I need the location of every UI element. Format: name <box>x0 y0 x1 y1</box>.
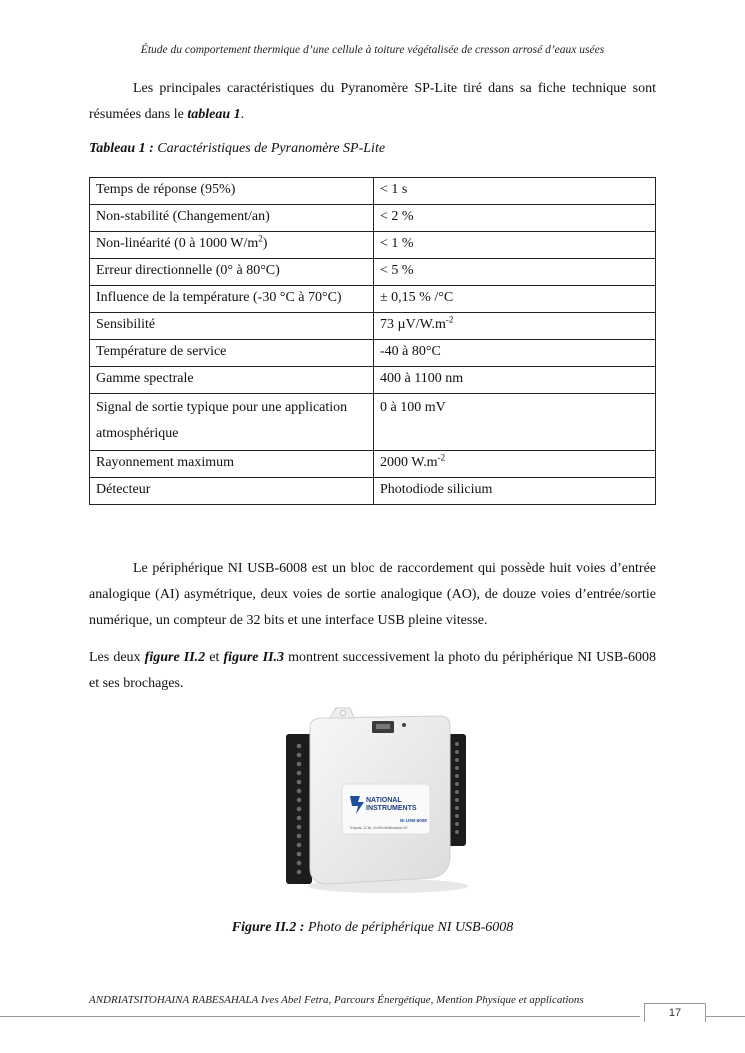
intro-end: . <box>240 107 245 122</box>
table-cell-value: 0 à 100 mV <box>374 394 656 451</box>
table-cell-value: Photodiode silicium <box>374 478 656 505</box>
table-row <box>90 232 656 259</box>
table-cell-key: Rayonnement maximum <box>90 451 374 478</box>
table-row <box>90 313 656 340</box>
cell-text-end: ) <box>262 236 268 251</box>
table-cell-value: -40 à 80°C <box>374 340 656 367</box>
table-cell-key: Non-stabilité (Changement/an) <box>90 205 374 232</box>
running-header: Étude du comportement thermique d’une cellule à toiture végétalisée de cresson arrosé d’eaux usées <box>140 44 605 56</box>
table-cell-value: ± 0,15 % /°C <box>374 286 656 313</box>
table-cell-key: Température de service <box>90 340 374 367</box>
fig-ref-text-2: et <box>205 650 224 665</box>
table-row <box>90 394 656 451</box>
table-cell-key: Gamme spectrale <box>90 367 374 394</box>
cell-text: 73 µV/W.m <box>380 317 446 332</box>
cell-text: Non-linéarité (0 à 1000 W/m <box>96 236 259 251</box>
table-cell-key: Erreur directionnelle (0° à 80°C) <box>90 259 374 286</box>
model-label: NI USB-6008 <box>400 818 427 823</box>
table-caption-label: Tableau 1 : <box>89 141 154 156</box>
cell-superscript: -2 <box>437 452 446 463</box>
figure-ref-paragraph <box>89 645 656 697</box>
device-paragraph: Le périphérique NI USB-6008 est un bloc de raccordement qui possède huit voies d’entrée analogique (AI) asymétrique, deux voies de sortie analogique (AO), de douze voies d’entrée/sortie numérique, un compteur de 32 bits et une interface USB pleine vitesse. <box>89 561 656 628</box>
intro-text: Les principales caractéristiques du Pyranomère SP-Lite tiré dans sa fiche technique sont résumées dans le <box>89 81 656 122</box>
table-cell-key: Signal de sortie typique pour une application atmosphérique <box>90 394 374 451</box>
brand-name-2: INSTRUMENTS <box>366 805 417 812</box>
status-led <box>402 723 406 727</box>
table-cell-value: < 1 % <box>374 232 656 259</box>
table-cell-key: Influence de la température (-30 °C à 70°C) <box>90 286 374 313</box>
cell-superscript: -2 <box>445 314 454 325</box>
footer-divider-right <box>705 1016 745 1017</box>
footer-author: ANDRIATSITOHAINA RABESAHALA Ives Abel Fetra, Parcours Énergétique, Mention Physique et applications <box>89 994 584 1006</box>
table-row <box>90 340 656 367</box>
table-row <box>90 286 656 313</box>
table-row <box>90 478 656 505</box>
table-cell-value <box>374 451 656 478</box>
table-caption <box>89 141 385 157</box>
fig-ref-text-3: montrent successivement la photo du périphérique NI USB-6008 et ses brochages. <box>89 650 656 691</box>
fig-ref-text-1: Les deux <box>89 650 145 665</box>
brand-name-1: NATIONAL <box>366 797 402 804</box>
table-row <box>90 367 656 394</box>
page-number: 17 <box>644 1003 706 1022</box>
fig-ref-2: figure II.3 <box>223 650 285 665</box>
table-row <box>90 259 656 286</box>
table-row <box>90 178 656 205</box>
table-cell-value <box>374 313 656 340</box>
table-cell-value: < 5 % <box>374 259 656 286</box>
spec-table <box>89 177 656 505</box>
table-caption-text: Caractéristiques de Pyranomère SP-Lite <box>153 141 386 156</box>
table-cell-value: < 2 % <box>374 205 656 232</box>
table-cell-key: Sensibilité <box>90 313 374 340</box>
table-cell-key <box>90 232 374 259</box>
table-row <box>90 205 656 232</box>
figure-label: Figure II.2 : <box>231 920 305 935</box>
cell-superscript: 2 <box>258 233 263 244</box>
figure-text: Photo de périphérique NI USB-6008 <box>304 920 514 935</box>
table-cell-key: Temps de réponse (95%) <box>90 178 374 205</box>
device-photo <box>280 706 480 896</box>
table-row <box>90 451 656 478</box>
cell-text: 2000 W.m <box>380 455 438 470</box>
intro-paragraph <box>89 76 656 128</box>
table-cell-value: 400 à 1100 nm <box>374 367 656 394</box>
model-description: 8 Inputs, 12-bit, 10 kS/s Multifunction I/O <box>350 826 408 830</box>
table-cell-key: Détecteur <box>90 478 374 505</box>
figure-caption <box>0 920 745 936</box>
intro-table-ref: tableau 1 <box>187 107 241 122</box>
left-screws <box>297 744 302 875</box>
fig-ref-1: figure II.2 <box>144 650 206 665</box>
footer-divider <box>0 1016 640 1017</box>
table-cell-value: < 1 s <box>374 178 656 205</box>
